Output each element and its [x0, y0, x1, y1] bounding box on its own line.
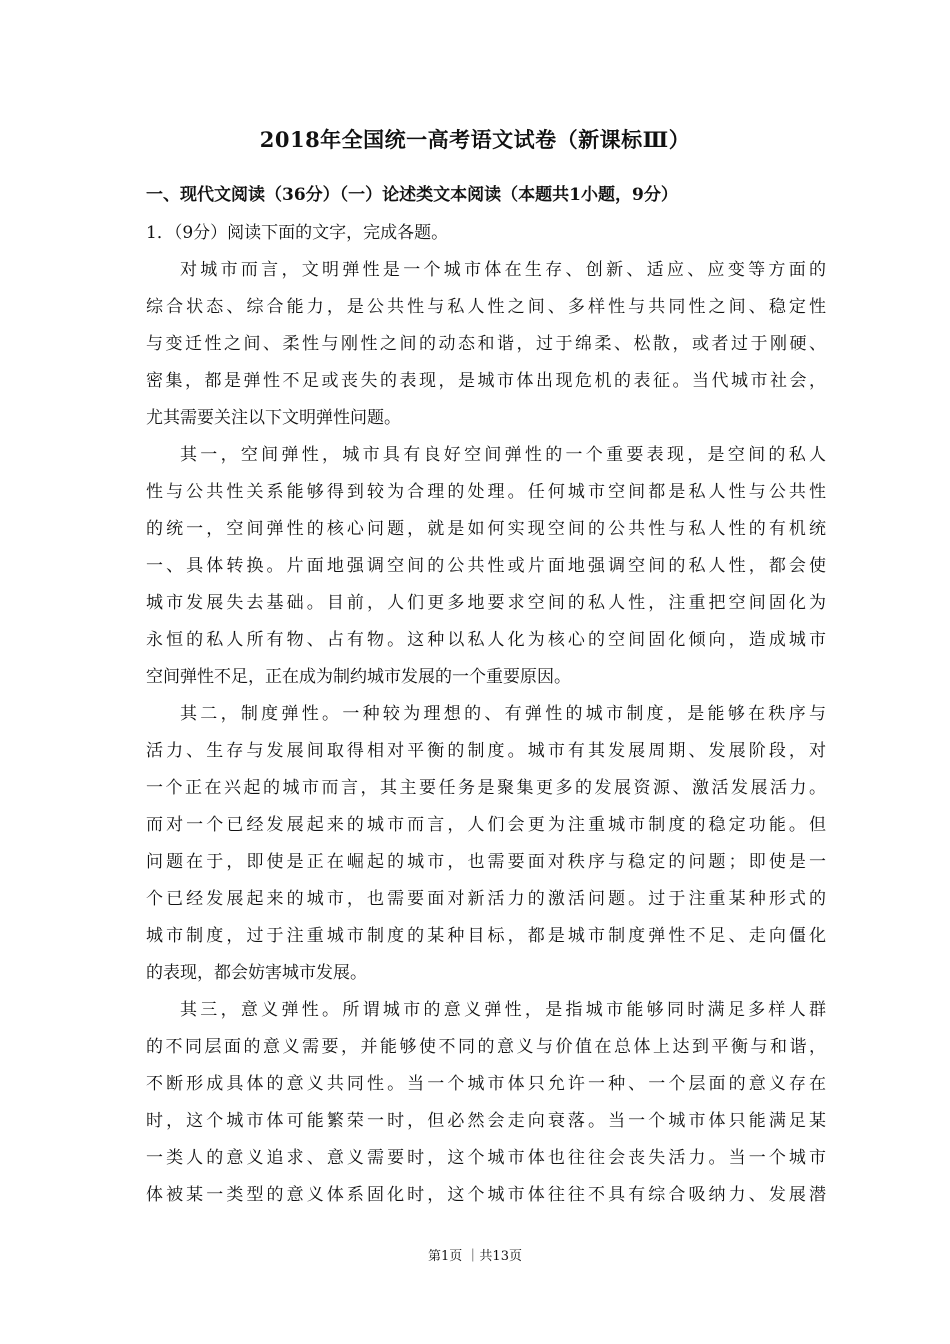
- text-line: 城市发展失去基础。目前，人们更多地要求空间的私人性，注重把空间固化为: [146, 593, 826, 613]
- text-line: 永恒的私人所有物、占有物。这种以私人化为核心的空间固化倾向，造成城市: [146, 630, 826, 650]
- text-line: 问题在于，即使是正在崛起的城市，也需要面对秩序与稳定的问题；即使是一: [146, 852, 826, 872]
- text-line: 其二，制度弹性。一种较为理想的、有弹性的城市制度，是能够在秩序与: [180, 704, 826, 724]
- text-line: 时，这个城市体可能繁荣一时，但必然会走向衰落。当一个城市体只能满足某: [146, 1111, 826, 1131]
- text-line: 密集，都是弹性不足或丧失的表现，是城市体出现危机的表征。当代城市社会，: [146, 371, 826, 391]
- text-line: 其一，空间弹性，城市具有良好空间弹性的一个重要表现，是空间的私人: [180, 445, 826, 465]
- section-heading: 一、现代文阅读（36分）（一）论述类文本阅读（本题共1小题，9分）: [146, 185, 678, 205]
- text-line: 城市制度，过于注重城市制度的某种目标，都是城市制度弹性不足、走向僵化: [146, 926, 826, 946]
- text-line: 空间弹性不足，正在成为制约城市发展的一个重要原因。: [146, 667, 571, 687]
- text-line: 对城市而言，文明弹性是一个城市体在生存、创新、适应、应变等方面的: [180, 260, 826, 280]
- text-line: 不断形成具体的意义共同性。当一个城市体只允许一种、一个层面的意义存在: [146, 1074, 826, 1094]
- text-line: 一类人的意义追求、意义需要时，这个城市体也往往会丧失活力。当一个城市: [146, 1148, 826, 1168]
- text-line: 体被某一类型的意义体系固化时，这个城市体往往不具有综合吸纳力、发展潜: [146, 1185, 826, 1205]
- text-line: 其三，意义弹性。所谓城市的意义弹性，是指城市能够同时满足多样人群: [180, 1000, 826, 1020]
- page-title: 2018年全国统一高考语文试卷（新课标Ⅲ）: [259, 127, 691, 152]
- text-line: 综合状态、综合能力，是公共性与私人性之间、多样性与共同性之间、稳定性: [146, 297, 826, 317]
- text-line: 一、具体转换。片面地强调空间的公共性或片面地强调空间的私人性，都会使: [146, 556, 826, 576]
- text-line: 与变迁性之间、柔性与刚性之间的动态和谐，过于绵柔、松散，或者过于刚硬、: [146, 334, 826, 354]
- page-footer: 第1页 ｜共13页: [428, 1249, 522, 1264]
- text-line: 性与公共性关系能够得到较为合理的处理。任何城市空间都是私人性与公共性: [146, 482, 826, 502]
- text-line: 一个正在兴起的城市而言，其主要任务是聚集更多的发展资源、激活发展活力。: [146, 778, 826, 798]
- text-line: 活力、生存与发展间取得相对平衡的制度。城市有其发展周期、发展阶段，对: [146, 741, 826, 761]
- text-line: 尤其需要关注以下文明弹性问题。: [146, 408, 401, 428]
- text-line: 而对一个已经发展起来的城市而言，人们会更为注重城市制度的稳定功能。但: [146, 815, 826, 835]
- text-line: 的表现，都会妨害城市发展。: [146, 963, 367, 983]
- question-label: 1．（9分）阅读下面的文字，完成各题。: [146, 223, 449, 243]
- text-line: 个已经发展起来的城市，也需要面对新活力的激活问题。过于注重某种形式的: [146, 889, 826, 909]
- text-line: 的不同层面的意义需要，并能够使不同的意义与价值在总体上达到平衡与和谐，: [146, 1037, 826, 1057]
- text-line: 的统一，空间弹性的核心问题，就是如何实现空间的公共性与私人性的有机统: [146, 519, 826, 539]
